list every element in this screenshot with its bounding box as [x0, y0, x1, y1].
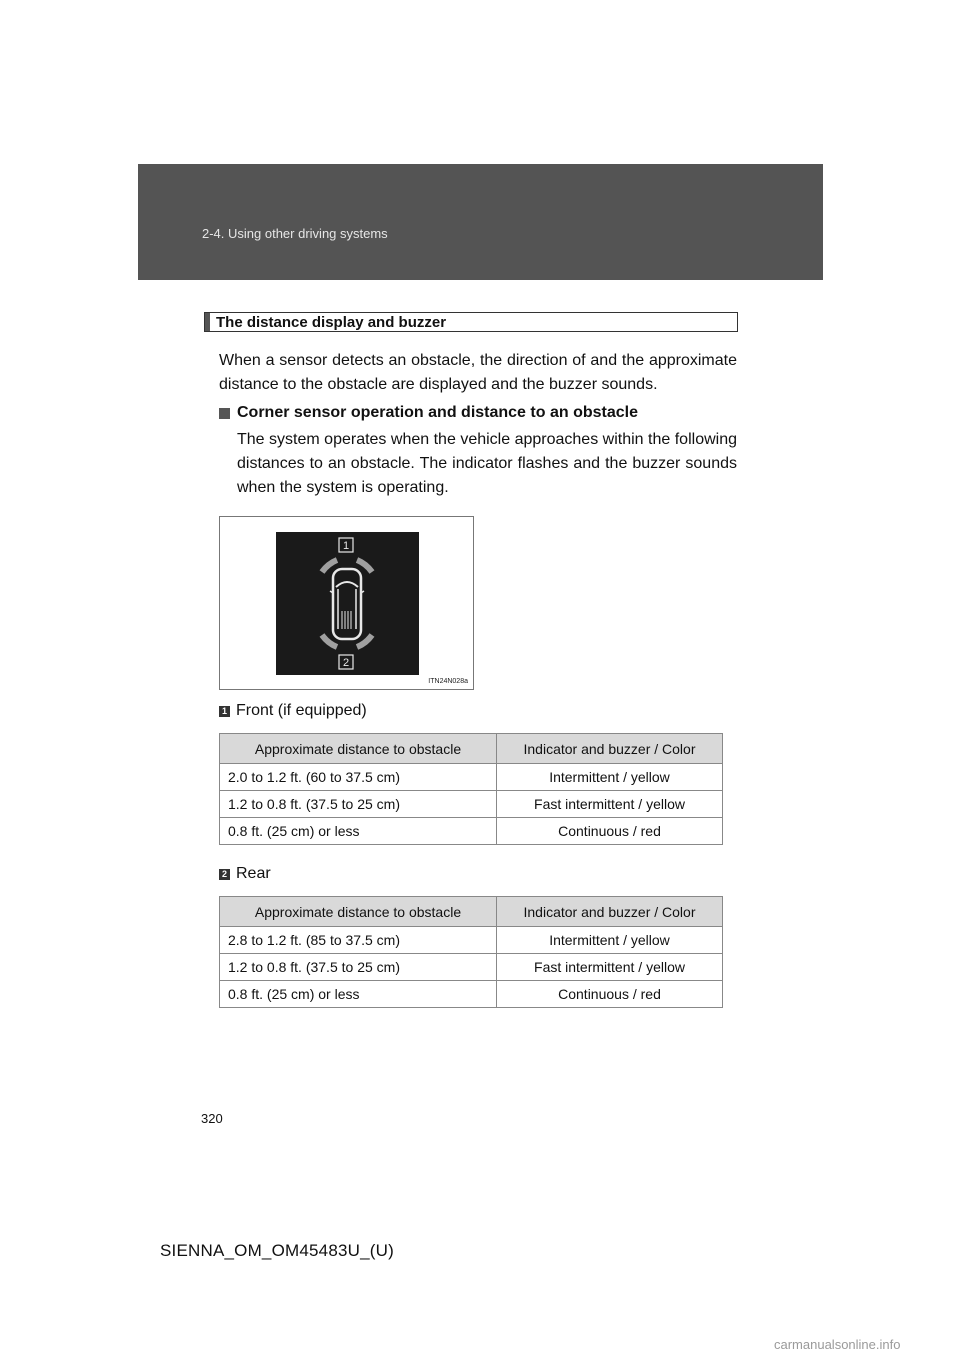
distance-cell: 0.8 ft. (25 cm) or less — [220, 981, 497, 1008]
chapter-heading: 2-4. Using other driving systems — [202, 226, 388, 241]
distance-cell: 1.2 to 0.8 ft. (37.5 to 25 cm) — [220, 954, 497, 981]
table-row — [220, 981, 723, 1008]
table-row — [220, 954, 723, 981]
table-row — [220, 791, 723, 818]
subheading — [219, 404, 638, 422]
intro-paragraph: When a sensor detects an obstacle, the direction of and the approximate distance to the obstacle are displayed and the buzzer sounds. — [219, 352, 737, 393]
section-title-bar — [205, 313, 210, 331]
square-bullet-icon — [219, 408, 230, 419]
figure-callout-2: 2 — [342, 657, 350, 669]
distance-cell: 0.8 ft. (25 cm) or less — [220, 818, 497, 845]
sub-paragraph: The system operates when the vehicle approaches within the following distances to an obstacle. The indicator flashes and the buzzer sounds when the system is operating. — [237, 431, 737, 496]
callout-number-2: 2 — [219, 869, 230, 880]
page-header-band — [138, 164, 823, 280]
distance-cell: 2.0 to 1.2 ft. (60 to 37.5 cm) — [220, 764, 497, 791]
subheading-text: Corner sensor operation and distance to an obstacle — [237, 404, 638, 421]
document-code-footer: SIENNA_OM_OM45483U_(U) — [160, 1241, 394, 1260]
front-distance-table — [219, 733, 723, 845]
column-header-indicator: Indicator and buzzer / Color — [497, 897, 723, 927]
rear-distance-table — [219, 896, 723, 1008]
indicator-cell: Fast intermittent / yellow — [497, 954, 723, 981]
column-header-indicator: Indicator and buzzer / Color — [497, 734, 723, 764]
car-top-view-icon — [220, 517, 473, 689]
rear-label: Rear — [236, 865, 271, 882]
page-number: 320 — [201, 1111, 223, 1126]
table-header-row — [220, 897, 723, 927]
table-row — [220, 764, 723, 791]
distance-cell: 1.2 to 0.8 ft. (37.5 to 25 cm) — [220, 791, 497, 818]
section-title-box — [204, 312, 738, 332]
indicator-cell: Intermittent / yellow — [497, 927, 723, 954]
figure-callout-1: 1 — [342, 540, 350, 552]
indicator-cell: Intermittent / yellow — [497, 764, 723, 791]
table-row — [220, 927, 723, 954]
section-title: The distance display and buzzer — [216, 313, 447, 331]
column-header-distance: Approximate distance to obstacle — [220, 734, 497, 764]
indicator-cell: Continuous / red — [497, 818, 723, 845]
indicator-cell: Fast intermittent / yellow — [497, 791, 723, 818]
figure-code: ITN24N028a — [428, 678, 468, 685]
callout-number-1: 1 — [219, 706, 230, 717]
column-header-distance: Approximate distance to obstacle — [220, 897, 497, 927]
front-label: Front (if equipped) — [236, 702, 367, 719]
rear-callout — [219, 865, 271, 883]
table-row — [220, 818, 723, 845]
indicator-cell: Continuous / red — [497, 981, 723, 1008]
sensor-display-figure — [219, 516, 474, 690]
table-header-row — [220, 734, 723, 764]
front-callout — [219, 702, 367, 720]
watermark: carmanualsonline.info — [774, 1337, 901, 1352]
distance-cell: 2.8 to 1.2 ft. (85 to 37.5 cm) — [220, 927, 497, 954]
